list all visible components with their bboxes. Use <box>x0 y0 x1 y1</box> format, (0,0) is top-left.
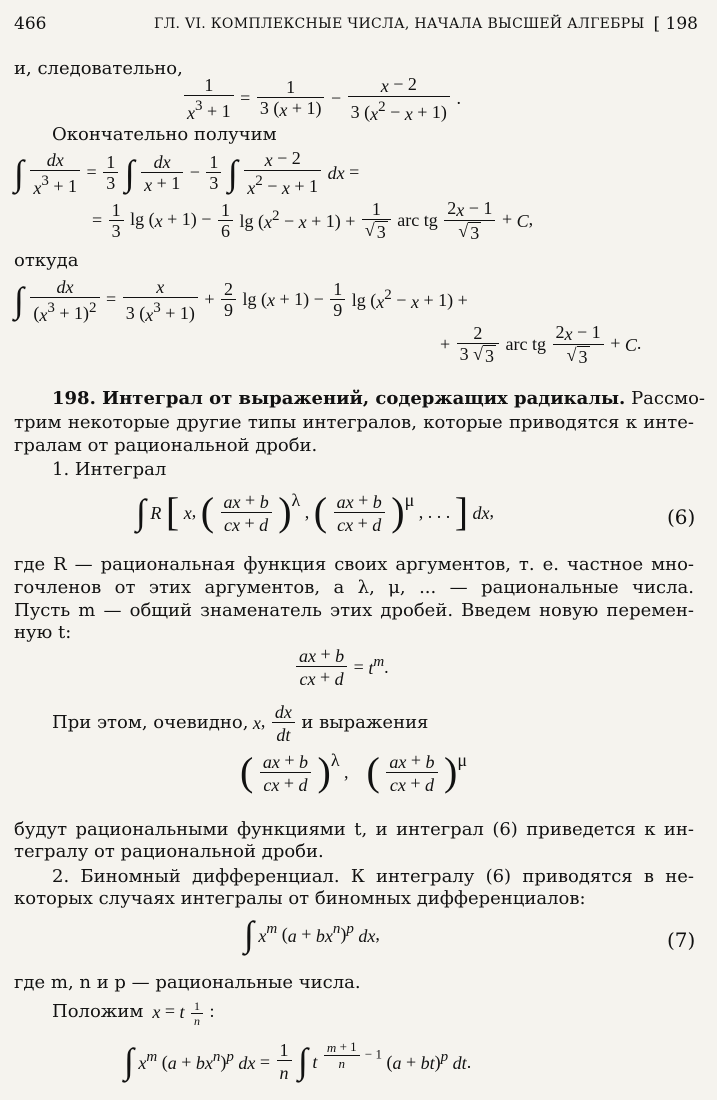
formula-integral-2-cont: + $\frac{2}{3 √ 3}$ arc tg $\frac{2x - 1}{√ 3}$ + C. <box>440 322 642 368</box>
running-title: ГЛ. VI. КОМПЛЕКСНЫЕ ЧИСЛА, НАЧАЛА ВЫСШЕЙ АЛГЕБРЫ <box>154 16 645 32</box>
finally-line: Окончательно получим <box>52 124 277 145</box>
paragraph-line: гралам от рациональной дроби. <box>14 435 318 456</box>
section-intro: Рассмо- <box>631 388 705 409</box>
formula-substitution: $\frac{ax + b}{cx + d}$ = $t^m$. <box>294 644 389 689</box>
formula-partial-fractions: $\frac{1}{x^3 + 1}$ = $\frac{1}{3 (x + 1)}$ − $\frac{x - 2}{3 (x^2 - x + 1)}$ . <box>182 74 461 124</box>
item-2-line: которых случаях интегралы от биномных дифференциалов: <box>14 888 586 909</box>
formula-integral-1: ∫ $\frac{dx}{x^3 + 1}$ = $\frac{1}{3}$ ∫ $\frac{dx}{x + 1}$ − $\frac{1}{3}$ ∫ $\frac{x - 2}{x^2 - x + 1}$ dx = <box>14 148 360 198</box>
paragraph-line: гочленов от этих аргументов, а λ, μ, ... — рациональные числа. <box>14 577 694 598</box>
formula-eq6: ∫ R [ x, ( $\frac{ax + b}{cx + d}$ )λ , ( $\frac{ax + b}{cx + d}$ )μ , . . . ] dx, <box>136 489 495 535</box>
section-title-line <box>52 388 705 410</box>
paragraph-line: трим некоторые другие типы интегралов, которые приводятся к инте- <box>14 412 694 433</box>
paragraph-line: где m, n и p — рациональные числа. <box>14 972 361 993</box>
formula-integral-2: ∫ $\frac{dx}{(x^3 + 1)^2}$ = $\frac{x}{3 (x^3 + 1)}$ + $\frac{2}{9}$ lg (x + 1) − $\frac{1}{9}$ $\lg (x^2 - x + 1)$ + <box>14 276 468 325</box>
formula-eq7: ∫ $x^m$ $(a + bx^n)^p$ dx, <box>244 914 380 954</box>
whence-line: откуда <box>14 250 79 271</box>
intro-line: и, следовательно, <box>14 58 183 79</box>
page-header <box>14 14 704 38</box>
paragraph-line: где R — рациональная функция своих аргументов, т. е. частное мно- <box>14 554 694 575</box>
paragraph-line: будут рациональными функциями t, и интеграл (6) приведется к ин- <box>14 819 694 840</box>
p3-end: и выражения <box>301 711 429 733</box>
item-1-heading: 1. Интеграл <box>52 459 167 480</box>
eq6-label: (6) <box>667 505 696 529</box>
formula-inline-dxdt: При этом, очевидно, x, $\frac{dx}{dt}$ и выражения <box>52 701 429 745</box>
formula-integral-1-result: = $\frac{1}{3}$ lg (x + 1) − $\frac{1}{6}$ $\lg (x^2 - x + 1)$ + $\frac{1}{√ 3}$ arc tg $\frac{2x - 1}{√ 3}$ + C, <box>92 198 534 244</box>
paragraph-line: ную t: <box>14 622 72 643</box>
formula-substitution-2: Положим x = t $\frac{1}{n}$ : <box>52 999 215 1028</box>
paragraph-line: тегралу от рациональной дроби. <box>14 841 324 862</box>
section-marker: [ 198 <box>653 14 698 34</box>
p3-start: При этом, очевидно, <box>52 711 249 733</box>
p6-text: Положим <box>52 1001 144 1023</box>
paragraph-line: Пусть m — общий знаменатель этих дробей. Введем новую перемен- <box>14 600 694 621</box>
eq7-label: (7) <box>667 928 696 952</box>
item-2-line: 2. Биномный дифференциал. К интегралу (6) приводятся в не- <box>52 866 694 887</box>
section-title: 198. Интеграл от выражений, содержащих радикалы. <box>52 388 626 409</box>
page-number: 466 <box>14 14 47 34</box>
formula-expressions: ( $\frac{ax + b}{cx + d}$ )λ , ( $\frac{ax + b}{cx + d}$ )μ <box>240 749 468 795</box>
formula-final: ∫ $x^m$ $(a + bx^n)^p$ dx = $\frac{1}{n}$ ∫ t $\frac{m + 1}{n}$ − 1 (a + bt)$^p$ dt. <box>124 1039 472 1083</box>
